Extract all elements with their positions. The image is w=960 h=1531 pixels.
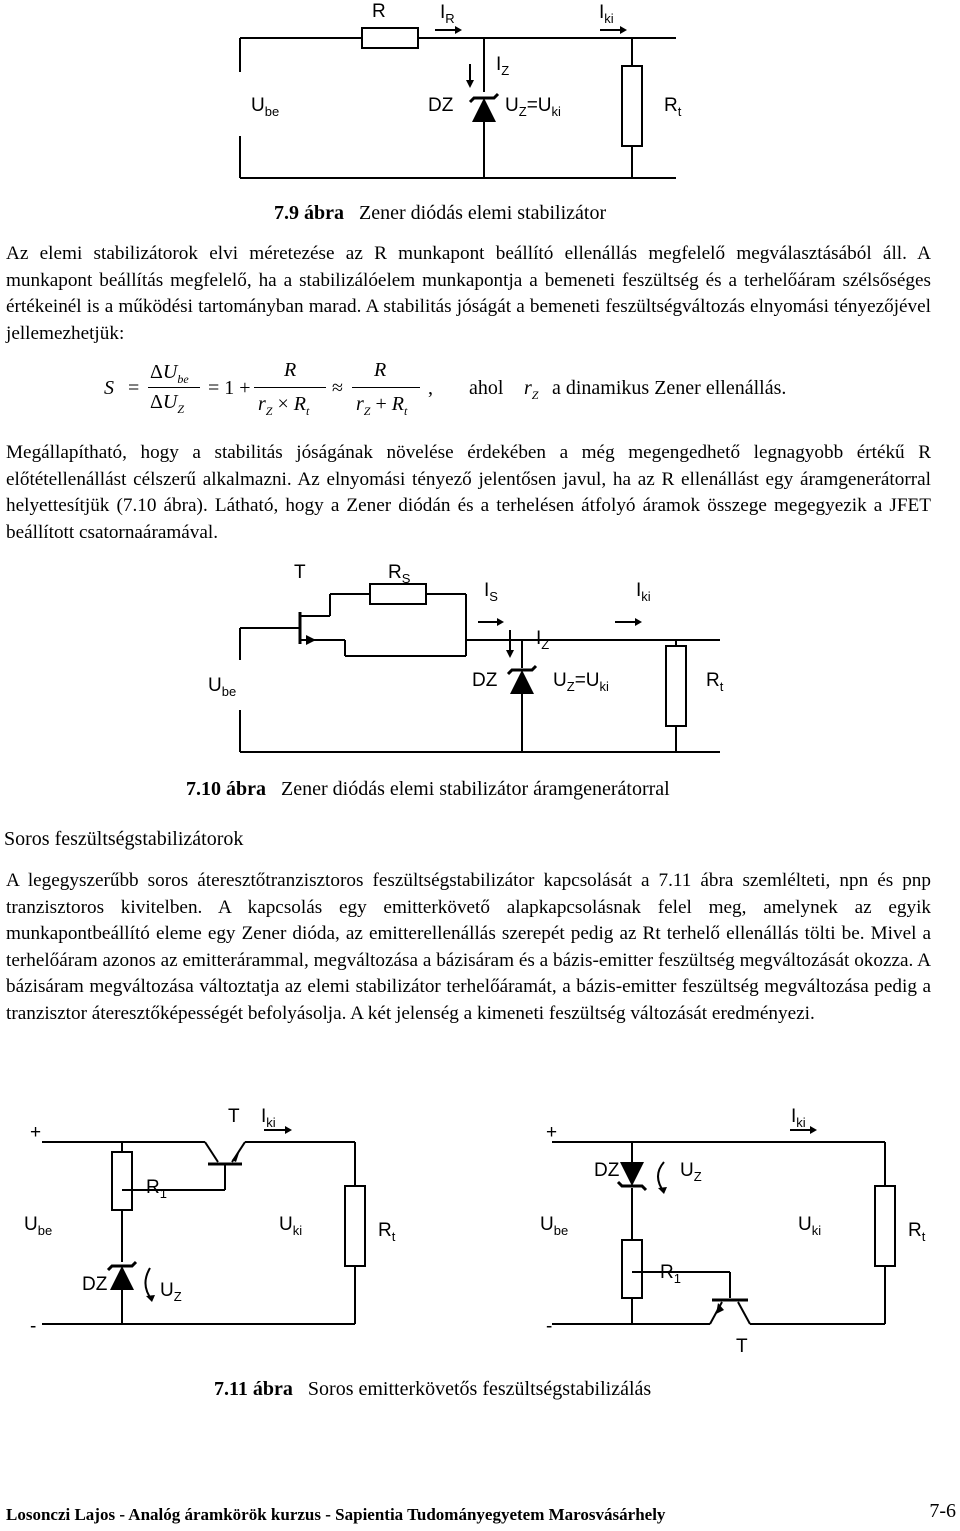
svg-text:IS: $I_S$: [484, 580, 498, 604]
svg-text:Iki: $I_{ki}$: [599, 2, 614, 26]
svg-text:-: -: [546, 1316, 553, 1337]
figure-caption-7-9: 7.9 ábra Zener diódás elemi stabilizátor: [274, 202, 607, 224]
svg-text:Iki: $I_{ki}$: [636, 580, 651, 604]
svg-text:UZ: $U_Z$: [160, 1280, 182, 1304]
svg-text:R1: $R_1$: [660, 1262, 681, 1286]
resistor-R1-right: [622, 1240, 642, 1298]
svg-text:Rt: $R_t$: [908, 1220, 926, 1244]
svg-text:T: T: [294, 562, 306, 583]
svg-text:Rt: $R_t$: [664, 95, 682, 119]
resistor-Rt-left: [345, 1186, 365, 1266]
resistor-Rt-right: [875, 1186, 895, 1266]
svg-text:RS: $R_S$: [388, 562, 411, 586]
label-R: R: [372, 1, 386, 22]
svg-text:Ube: $U_{be}$: [540, 1214, 569, 1238]
svg-text:Rt: $R_t$: [378, 1220, 396, 1244]
svg-text:-: -: [30, 1316, 37, 1337]
paragraph-2: Megállapítható, hogy a stabilitás jóságának növelése érdekében a még megengedhető legnagyobb értékű R előtétellenállást célszerű alkalmazni. Az elnyomási tényező jelentősen javul, ha az R ellenállást egy áramgenerátorral helyettesítjük (7.10 ábra). Látható, hogy a Zener diódán és a terhelésen átfolyó áramok összege megegyezik a JFET beállított csatornaáramával.: [6, 442, 931, 543]
svg-text:+: +: [546, 1122, 558, 1143]
svg-text:Ube: $U_{be}$: [251, 95, 280, 119]
svg-text:DZ: DZ: [82, 1274, 108, 1295]
page-number: 7-6: [929, 1500, 956, 1522]
svg-text:R1: $R_1$: [146, 1177, 167, 1201]
figure-7-9-circuit: [0, 0, 960, 200]
svg-text:Iki: $I_{ki}$: [791, 1106, 806, 1130]
svg-text:Uki: $U_{ki}$: [798, 1214, 822, 1238]
figure-7-11-circuit: [0, 1100, 960, 1380]
svg-text:UZ=Uki: $U_Z=U_{ki}$: [553, 670, 609, 694]
svg-text:IZ: $I_Z$: [536, 628, 550, 652]
resistor-R: [362, 28, 418, 48]
svg-text:UZ: $U_Z$: [680, 1160, 702, 1184]
resistor-Rt: [622, 66, 642, 146]
stability-formula: S = $\Delta U_{be}$ $\Delta U_Z$ = 1 + R $r_Z \times R_t$ ≈ R $r_Z + R_t$ , ahol $r_Z$ a dinamikus Zener ellenállás.: [104, 359, 787, 418]
svg-text:+: +: [30, 1122, 42, 1143]
svg-text:UZ=Uki: $U_Z=U_{ki}$: [505, 95, 561, 119]
zener-diode-DZ: [508, 666, 536, 694]
svg-text:Rt: $R_t$: [706, 670, 724, 694]
zener-diode-DZ: [470, 94, 498, 122]
svg-text:T: T: [736, 1336, 748, 1357]
section-heading: Soros feszültségstabilizátorok: [4, 828, 244, 850]
svg-text:DZ: DZ: [428, 95, 454, 116]
page-footer: Losonczi Lajos - Analóg áramkörök kurzus - Sapientia Tudományegyetem Marosvásárhely: [6, 1505, 666, 1524]
resistor-Rt: [666, 646, 686, 726]
svg-text:Ube: $U_{be}$: [208, 675, 237, 699]
svg-text:Ube: $U_{be}$: [24, 1214, 53, 1238]
figure-caption-7-10: 7.10 ábra Zener diódás elemi stabilizátor áramgenerátorral: [186, 778, 670, 800]
resistor-R1-left: [112, 1152, 132, 1210]
svg-text:T: T: [228, 1106, 240, 1127]
paragraph-3: A legegyszerűbb soros áteresztőtranzisztoros feszültségstabilizátor kapcsolását a 7.11 ábra szemlélteti, npn és pnp tranzisztoros kivitelben. A kapcsolás egy emitterkövető alapkapcsolásnak felel meg, amelynek az egyik munkapontbeállító eleme egy Zener dióda, az emitterellenállás szerepét pedig az Rt terhelő ellenállás tölti be. Mivel a terhelőáram azonos az emitterárammal, megváltozása a bázisáram és a bázis-emitter feszültség megváltozását okozza. A bázisáram megváltozása változtatja az elemi stabilizátor terhelőáramát, a bázis-emitter feszültség megváltozása pedig a tranzisztor áteresztőképességét befolyásolja. A két jelenség a kimeneti feszültség változását eredményezi.: [6, 870, 931, 1024]
zener-diode-left: [108, 1262, 136, 1290]
resistor-RS: [370, 584, 426, 604]
svg-text:DZ: DZ: [472, 670, 498, 691]
svg-text:IR: $I_R$: [440, 2, 455, 26]
svg-text:Iki: $I_{ki}$: [261, 1106, 276, 1130]
svg-text:IZ: $I_Z$: [496, 54, 510, 78]
figure-7-10-circuit: [0, 560, 960, 780]
svg-text:Uki: $U_{ki}$: [279, 1214, 303, 1238]
figure-caption-7-11: 7.11 ábra Soros emitterkövetős feszültségstabilizálás: [214, 1378, 652, 1400]
svg-text:DZ: DZ: [594, 1160, 620, 1181]
zener-diode-right: [618, 1162, 646, 1190]
paragraph-1: Az elemi stabilizátorok elvi méretezése az R munkapont beállító ellenállás megfelelő megválasztásából áll. A munkapont beállítás megfelelő, ha a stabilizálóelem munkapontja a bemeneti feszültség és a terhelőáram szélsőséges értékeinél is a működési tartományban marad. A stabilitás jóságát a bemeneti feszültségváltozás elnyomási tényezőjével jellemezhetjük:: [6, 243, 931, 344]
